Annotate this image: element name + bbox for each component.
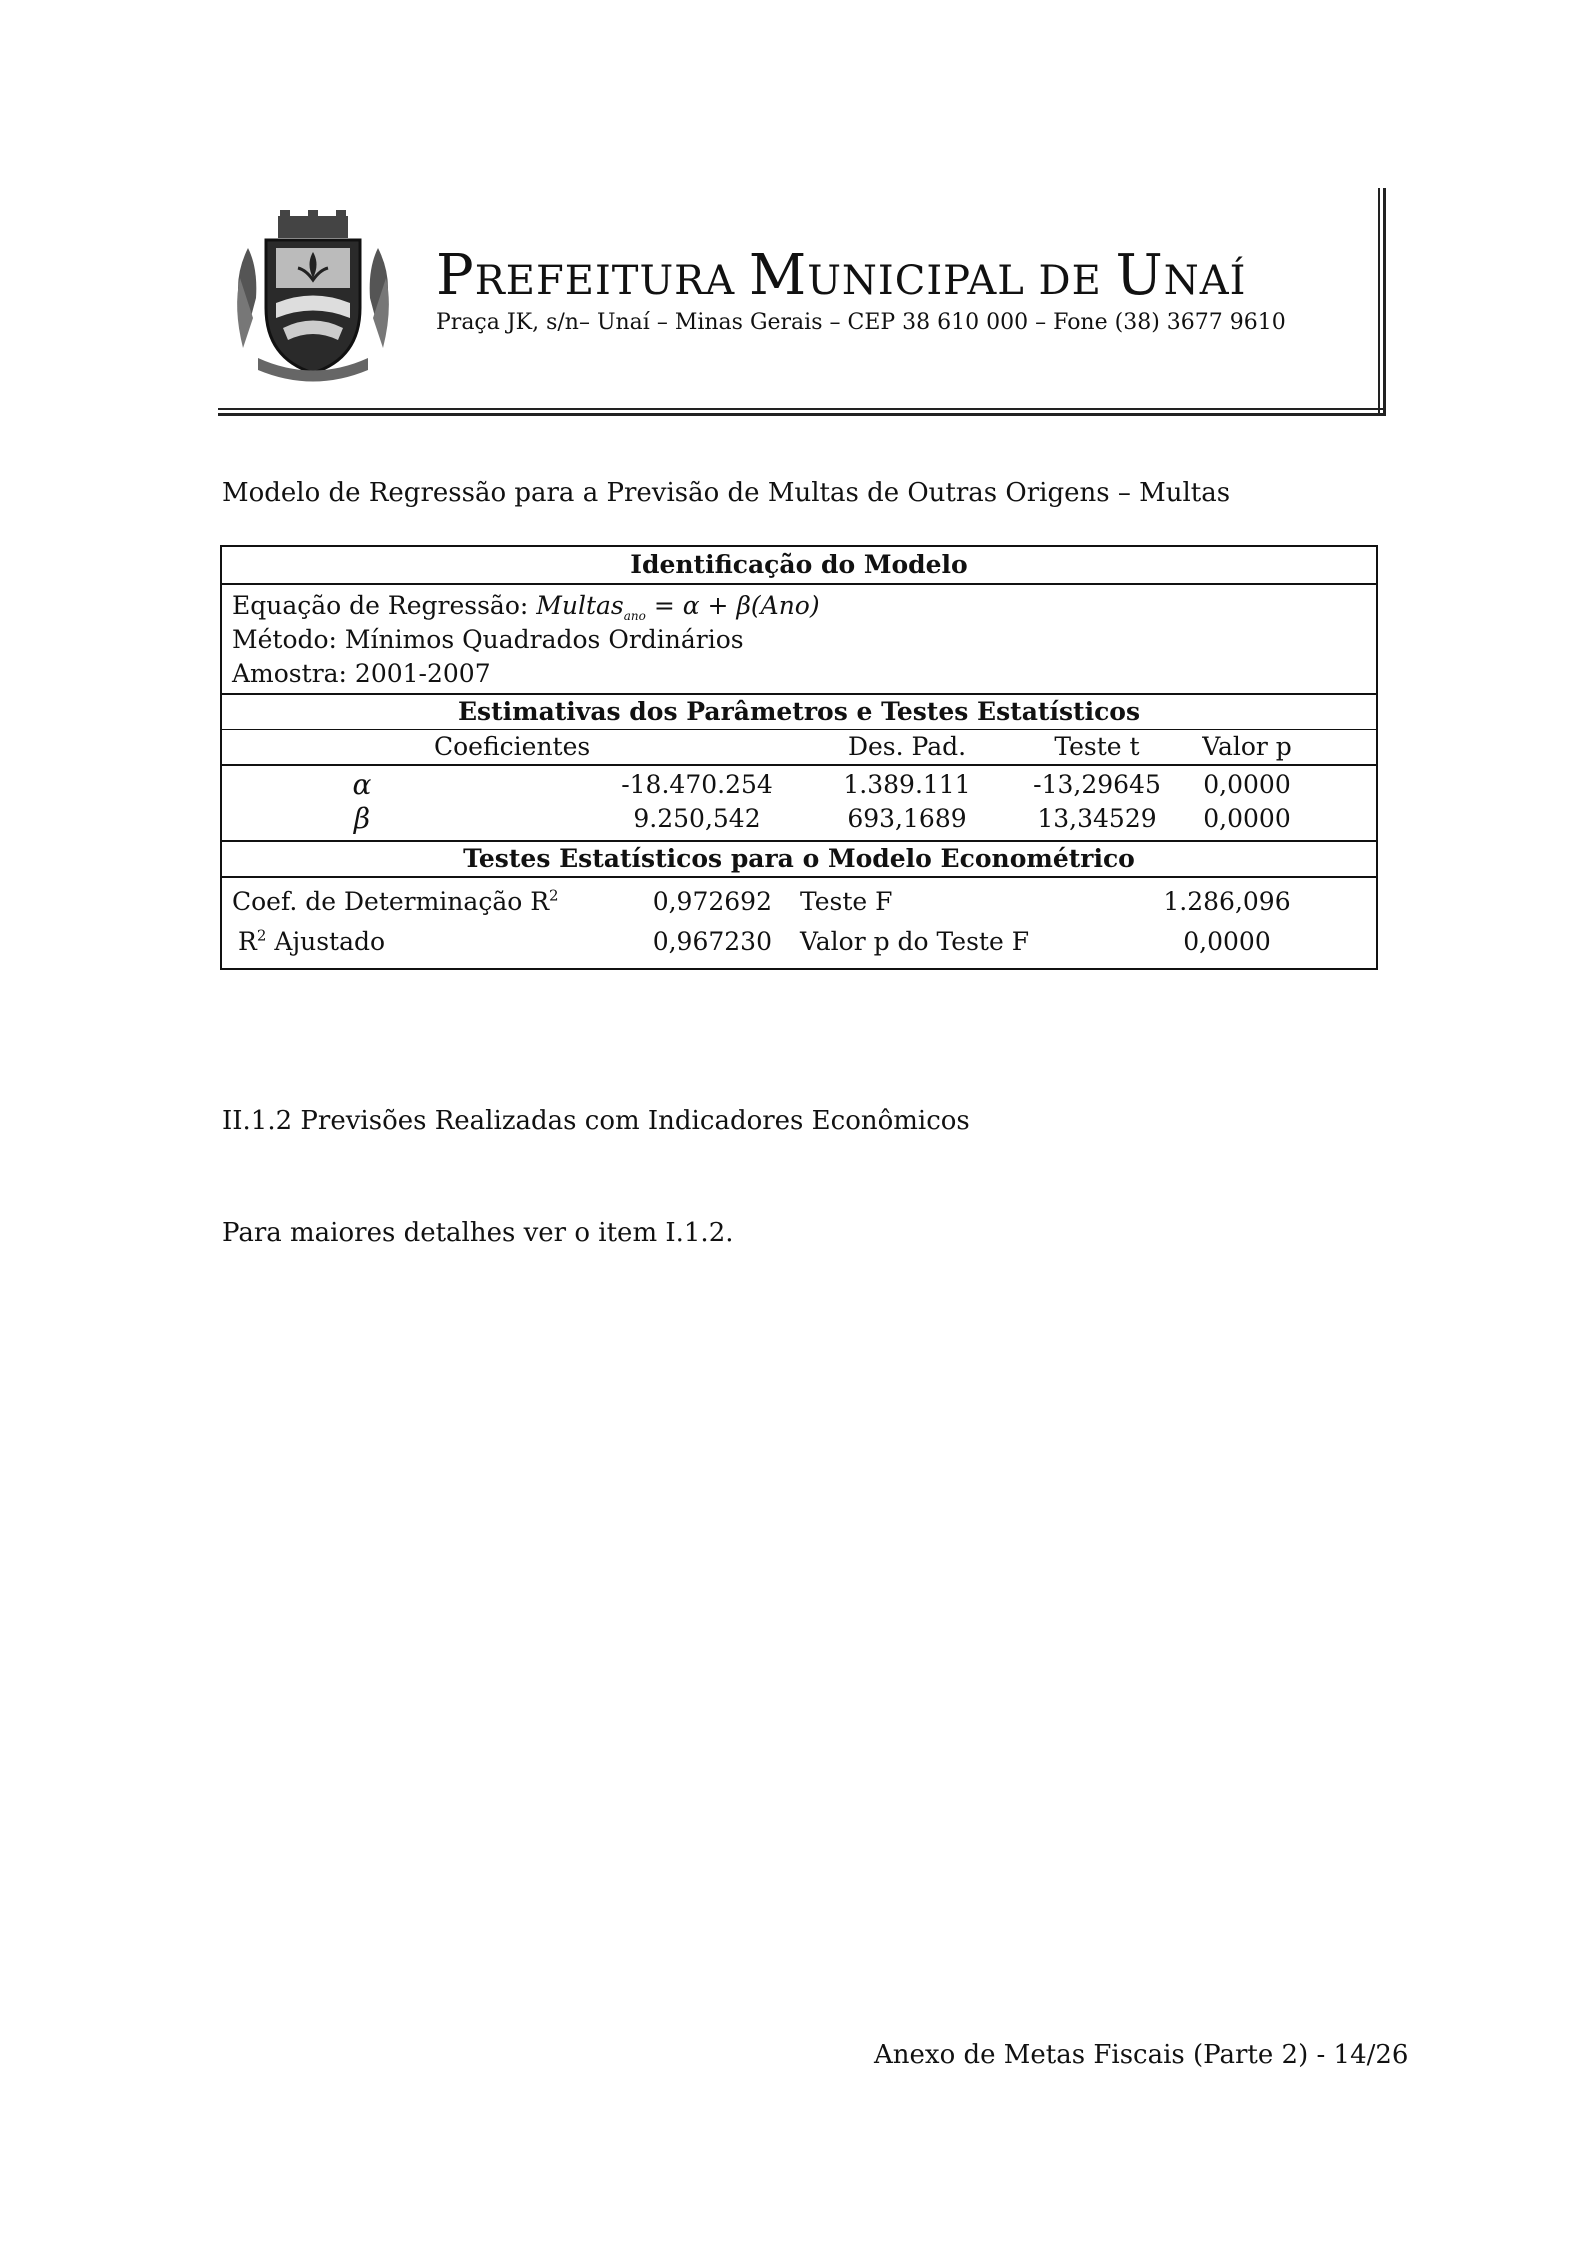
- border-line: [218, 413, 1386, 416]
- border-line: [218, 408, 1386, 410]
- table-row: [222, 882, 1376, 922]
- r2-value: 0,972692: [652, 887, 772, 916]
- border-line: [1378, 188, 1380, 416]
- r2-adjusted-value: 0,967230: [652, 927, 772, 956]
- table-cell: -13,29645: [1033, 770, 1161, 799]
- f-test-p-label: Valor p do Teste F: [800, 927, 1030, 956]
- table-cell: 13,34529: [1037, 804, 1157, 833]
- method-line: Método: Mínimos Quadrados Ordinários: [232, 625, 744, 654]
- stats-rows: [222, 878, 1376, 968]
- letterhead: [218, 188, 1386, 416]
- column-header: Coeficientes: [434, 732, 591, 761]
- table-cell: 693,1689: [847, 804, 967, 833]
- r2-label: Coef. de Determinação $R^2$: [232, 886, 559, 916]
- model-identification-heading: Identificação do Modelo: [222, 547, 1376, 585]
- model-info: [222, 585, 1376, 695]
- parameter-symbol: α: [352, 768, 372, 801]
- section-title: Modelo de Regressão para a Previsão de Multas de Outras Origens – Multas: [222, 478, 1231, 508]
- column-header: Des. Pad.: [847, 732, 967, 761]
- estimates-column-headers: [222, 730, 1376, 766]
- subsection-heading: II.1.2 Previsões Realizadas com Indicadores Econômicos: [222, 1106, 970, 1136]
- table-row: [222, 922, 1376, 962]
- r2-adjusted-label: $R^2$ Ajustado: [238, 926, 386, 956]
- column-header: Teste t: [1054, 732, 1140, 761]
- table-row: [222, 802, 1376, 836]
- organization-address: Praça JK, s/n– Unaí – Minas Gerais – CEP 38 610 000 – Fone (38) 3677 9610: [436, 310, 1286, 335]
- table-cell: -18.470.254: [621, 770, 773, 799]
- municipal-crest-icon: [228, 208, 398, 383]
- organization-name: PREFEITURA MUNICIPAL DE UNAÍ: [436, 243, 1247, 308]
- estimates-rows: [222, 766, 1376, 842]
- column-header: Valor p: [1202, 732, 1292, 761]
- f-test-p-value: 0,0000: [1183, 927, 1271, 956]
- regression-model-table: [220, 545, 1378, 970]
- equation-line: Equação de Regressão: Multas$_{ano}$ = α + β(Ano): [232, 591, 820, 623]
- table-cell: 9.250,542: [633, 804, 761, 833]
- regression-equation: Multas$_{ano}$ = α + β(Ano): [536, 591, 820, 623]
- f-test-value: 1.286,096: [1163, 887, 1291, 916]
- page-footer: Anexo de Metas Fiscais (Parte 2) - 14/26: [874, 2040, 1409, 2070]
- parameter-symbol: β: [353, 802, 371, 835]
- table-cell: 1.389.111: [843, 770, 971, 799]
- table-row: [222, 768, 1376, 802]
- border-line: [1383, 188, 1386, 416]
- paragraph: Para maiores detalhes ver o item I.1.2.: [222, 1218, 734, 1248]
- sample-line: Amostra: 2001-2007: [232, 659, 491, 688]
- table-cell: 0,0000: [1203, 804, 1291, 833]
- estimates-heading: Estimativas dos Parâmetros e Testes Estatísticos: [222, 695, 1376, 730]
- stats-heading: Testes Estatísticos para o Modelo Econométrico: [222, 842, 1376, 878]
- f-test-label: Teste F: [800, 887, 893, 916]
- table-cell: 0,0000: [1203, 770, 1291, 799]
